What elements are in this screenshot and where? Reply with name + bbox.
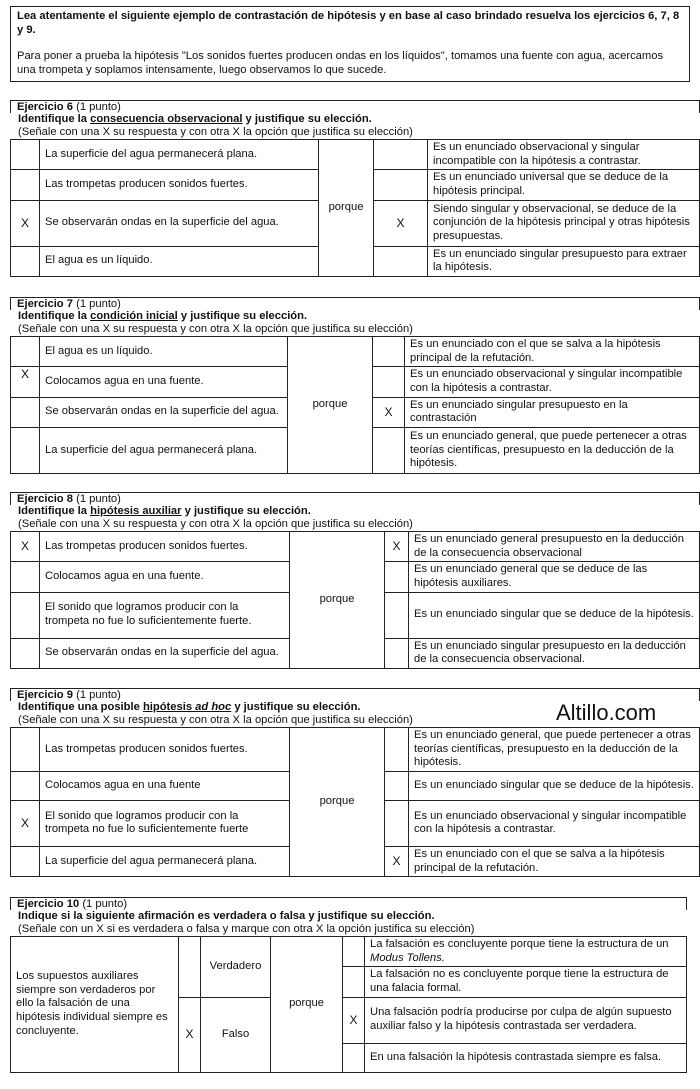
answer-option: Las trompetas producen sonidos fuertes. [40,728,290,772]
exercise-instruction: Indique si la siguiente afirmación es verdadera o falsa y justifique su elección. [18,910,435,922]
answer-mark-cell[interactable]: X [11,200,40,246]
answer-option: La superficie del agua permanecerá plana. [40,427,288,473]
justification-mark-cell[interactable] [374,246,428,276]
justification-mark-cell[interactable]: X [385,532,409,562]
justification-mark-cell[interactable] [385,592,409,638]
justification-option: Es un enunciado general, que puede pertenecer a otras teorías científicas, presupuesto en la deducción de la hipótesis. [409,728,700,772]
justification-option: La falsación es concluyente porque tiene la estructura de un Modus Tollens. [365,937,687,967]
answer-option: El agua es un líquido. [40,246,319,276]
answer-mark-cell[interactable]: X [11,800,40,846]
justification-mark-cell[interactable] [385,800,409,846]
justification-mark-cell[interactable] [385,771,409,800]
options-table [10,727,700,877]
exercise-note: (Señale con una X su respuesta y con otra X la opción que justifica su elección) [18,126,413,138]
exercise-8 [10,492,700,669]
answer-option: El agua es un líquido. [40,337,288,367]
justification-mark-cell[interactable] [343,967,365,997]
exercise-header: Ejercicio 9 (1 punto) [10,688,700,701]
answer-option: La superficie del agua permanecerá plana. [40,140,319,170]
justification-option: Es un enunciado con el que se salva a la hipótesis principal de la refutación. [405,337,700,367]
answer-option: Se observarán ondas en la superficie del agua. [40,397,288,427]
exercise-instruction: Identifique la consecuencia observacional y justifique su elección. [18,113,372,125]
statement: Los supuestos auxiliares siempre son verdaderos por ello la falsación de una hipótesis individual siempre es concluyente. [11,937,179,1073]
answer-mark-cell[interactable] [11,771,40,800]
exercise-instruction: Identifique la hipótesis auxiliar y justifique su elección. [18,505,311,517]
justification-option: Siendo singular y observacional, se deduce de la conjunción de la hipótesis principal y otras hipótesis presupuestas. [428,200,700,246]
justification-mark-cell[interactable]: X [374,200,428,246]
justification-mark-cell[interactable]: X [343,997,365,1043]
answer-option: Las trompetas producen sonidos fuertes. [40,170,319,200]
justification-option: Es un enunciado observacional y singular incompatible con la hipótesis a contrastar. [405,367,700,397]
answer-option: Colocamos agua en una fuente [40,771,290,800]
exercise-7 [10,297,700,474]
justification-mark-cell[interactable] [385,728,409,772]
justification-mark-cell[interactable] [343,937,365,967]
answer-mark-cell[interactable]: X [11,532,40,562]
answer-mark-cell[interactable] [11,170,40,200]
justification-option: Es un enunciado general presupuesto en la deducción de la consecuencia observacional [409,532,700,562]
answer-option: Se observarán ondas en la superficie del agua. [40,200,319,246]
intro-title: Lea atentamente el siguiente ejemplo de contrastación de hipótesis y en base al caso brindado resuelva los ejercicios 6, 7, 8 y 9. [17,10,680,36]
answer-option: El sonido que logramos producir con la trompeta no fue lo suficientemente fuerte. [40,592,290,638]
answer-option: Colocamos agua en una fuente. [40,367,288,397]
justification-option: Es un enunciado observacional y singular incompatible con la hipótesis a contrastar. [428,140,700,170]
justification-option: La falsación no es concluyente porque tiene la estructura de una falacia formal. [365,967,687,997]
answer-mark-cell[interactable] [11,592,40,638]
justification-mark-cell[interactable] [374,140,428,170]
exercise-header: Ejercicio 8 (1 punto) [10,492,700,505]
justification-option: Es un enunciado universal que se deduce de la hipótesis principal. [428,170,700,200]
exercise-instruction: Identifique la condición inicial y justifique su elección. [18,310,308,322]
justification-option: Es un enunciado singular que se deduce de la hipótesis. [409,771,700,800]
justification-option: Es un enunciado observacional y singular incompatible con la hipótesis a contrastar. [409,800,700,846]
exercise-6 [10,100,700,277]
answer-mark-cell[interactable] [11,140,40,170]
intro-box [10,6,690,82]
porque-label: porque [290,532,385,669]
porque-label: porque [290,728,385,877]
answer-mark-cell[interactable] [11,246,40,276]
justification-mark-cell[interactable] [373,337,405,367]
exercise-header: Ejercicio 6 (1 punto) [10,100,700,113]
options-table [10,139,700,277]
answer-option: Las trompetas producen sonidos fuertes. [40,532,290,562]
justification-option: Es un enunciado general, que puede pertenecer a otras teorías científicas, presupuesto en la deducción de la hipótesis. [405,427,700,473]
justification-mark-cell[interactable] [385,638,409,668]
justification-mark-cell[interactable] [374,170,428,200]
exercise-note: (Señale con una X su respuesta y con otra X la opción que justifica su elección) [18,323,413,335]
exercise-10 [10,897,687,1073]
exercise-header: Ejercicio 10 (1 punto) [10,897,687,910]
justification-mark-cell[interactable] [373,367,405,397]
option-false: Falso [201,997,271,1072]
justification-option: Es un enunciado singular presupuesto en la deducción de la consecuencia observacional. [409,638,700,668]
justification-mark-cell[interactable]: X [373,397,405,427]
truth-table [10,936,687,1073]
answer-option: La superficie del agua permanecerá plana. [40,846,290,876]
answer-option: Se observarán ondas en la superficie del agua. [40,638,290,668]
justification-option: Es un enunciado singular que se deduce de la hipótesis. [409,592,700,638]
answer-mark-cell[interactable] [11,397,40,427]
justification-option: Es un enunciado singular presupuesto en la contrastación [405,397,700,427]
answer-mark-cell[interactable] [11,638,40,668]
justification-option: Es un enunciado singular presupuesto para extraer la hipótesis. [428,246,700,276]
true-mark-cell[interactable] [179,937,201,998]
answer-mark-cell[interactable] [11,337,40,367]
justification-mark-cell[interactable]: X [385,846,409,876]
porque-label: porque [288,337,373,474]
answer-mark-cell[interactable]: X [11,367,40,397]
altillo-logo: Altillo.com [556,700,657,725]
exercise-note: (Señale con un X si es verdadera o falsa y marque con otra X la opción justifica su elección) [18,923,475,935]
justification-option: Es un enunciado general que se deduce de las hipótesis auxiliares. [409,562,700,592]
justification-option: En una falsación la hipótesis contrastada siempre es falsa. [365,1043,687,1072]
false-mark-cell[interactable]: X [179,997,201,1072]
options-table [10,336,700,474]
justification-mark-cell[interactable] [385,562,409,592]
intro-body: Para poner a prueba la hipótesis "Los sonidos fuertes producen ondas en los líquidos", tomamos una fuente con agua, acercamos una trompeta y soplamos intensamente, luego observamos lo que sucede. [17,50,664,76]
exercise-instruction: Identifique una posible hipótesis ad hoc y justifique su elección. [18,701,361,713]
porque-label: porque [271,937,343,1073]
justification-mark-cell[interactable] [373,427,405,473]
answer-option: Colocamos agua en una fuente. [40,562,290,592]
answer-mark-cell[interactable] [11,728,40,772]
exercise-note: (Señale con una X su respuesta y con otra X la opción que justifica su elección) [18,518,413,530]
option-true: Verdadero [201,937,271,998]
exercise-9 [10,688,700,877]
exercise-note: (Señale con una X su respuesta y con otra X la opción que justifica su elección) [18,714,413,726]
answer-option: El sonido que logramos producir con la trompeta no fue lo suficientemente fuerte [40,800,290,846]
answer-mark-cell[interactable] [11,427,40,473]
exercise-header: Ejercicio 7 (1 punto) [10,297,700,310]
answer-mark-cell[interactable] [11,846,40,876]
options-table [10,531,700,669]
justification-option: Es un enunciado con el que se salva a la hipótesis principal de la refutación. [409,846,700,876]
porque-label: porque [319,140,374,277]
justification-mark-cell[interactable] [343,1043,365,1072]
answer-mark-cell[interactable] [11,562,40,592]
justification-option: Una falsación podría producirse por culpa de algún supuesto auxiliar falso y la hipótesis contrastada ser verdadera. [365,997,687,1043]
